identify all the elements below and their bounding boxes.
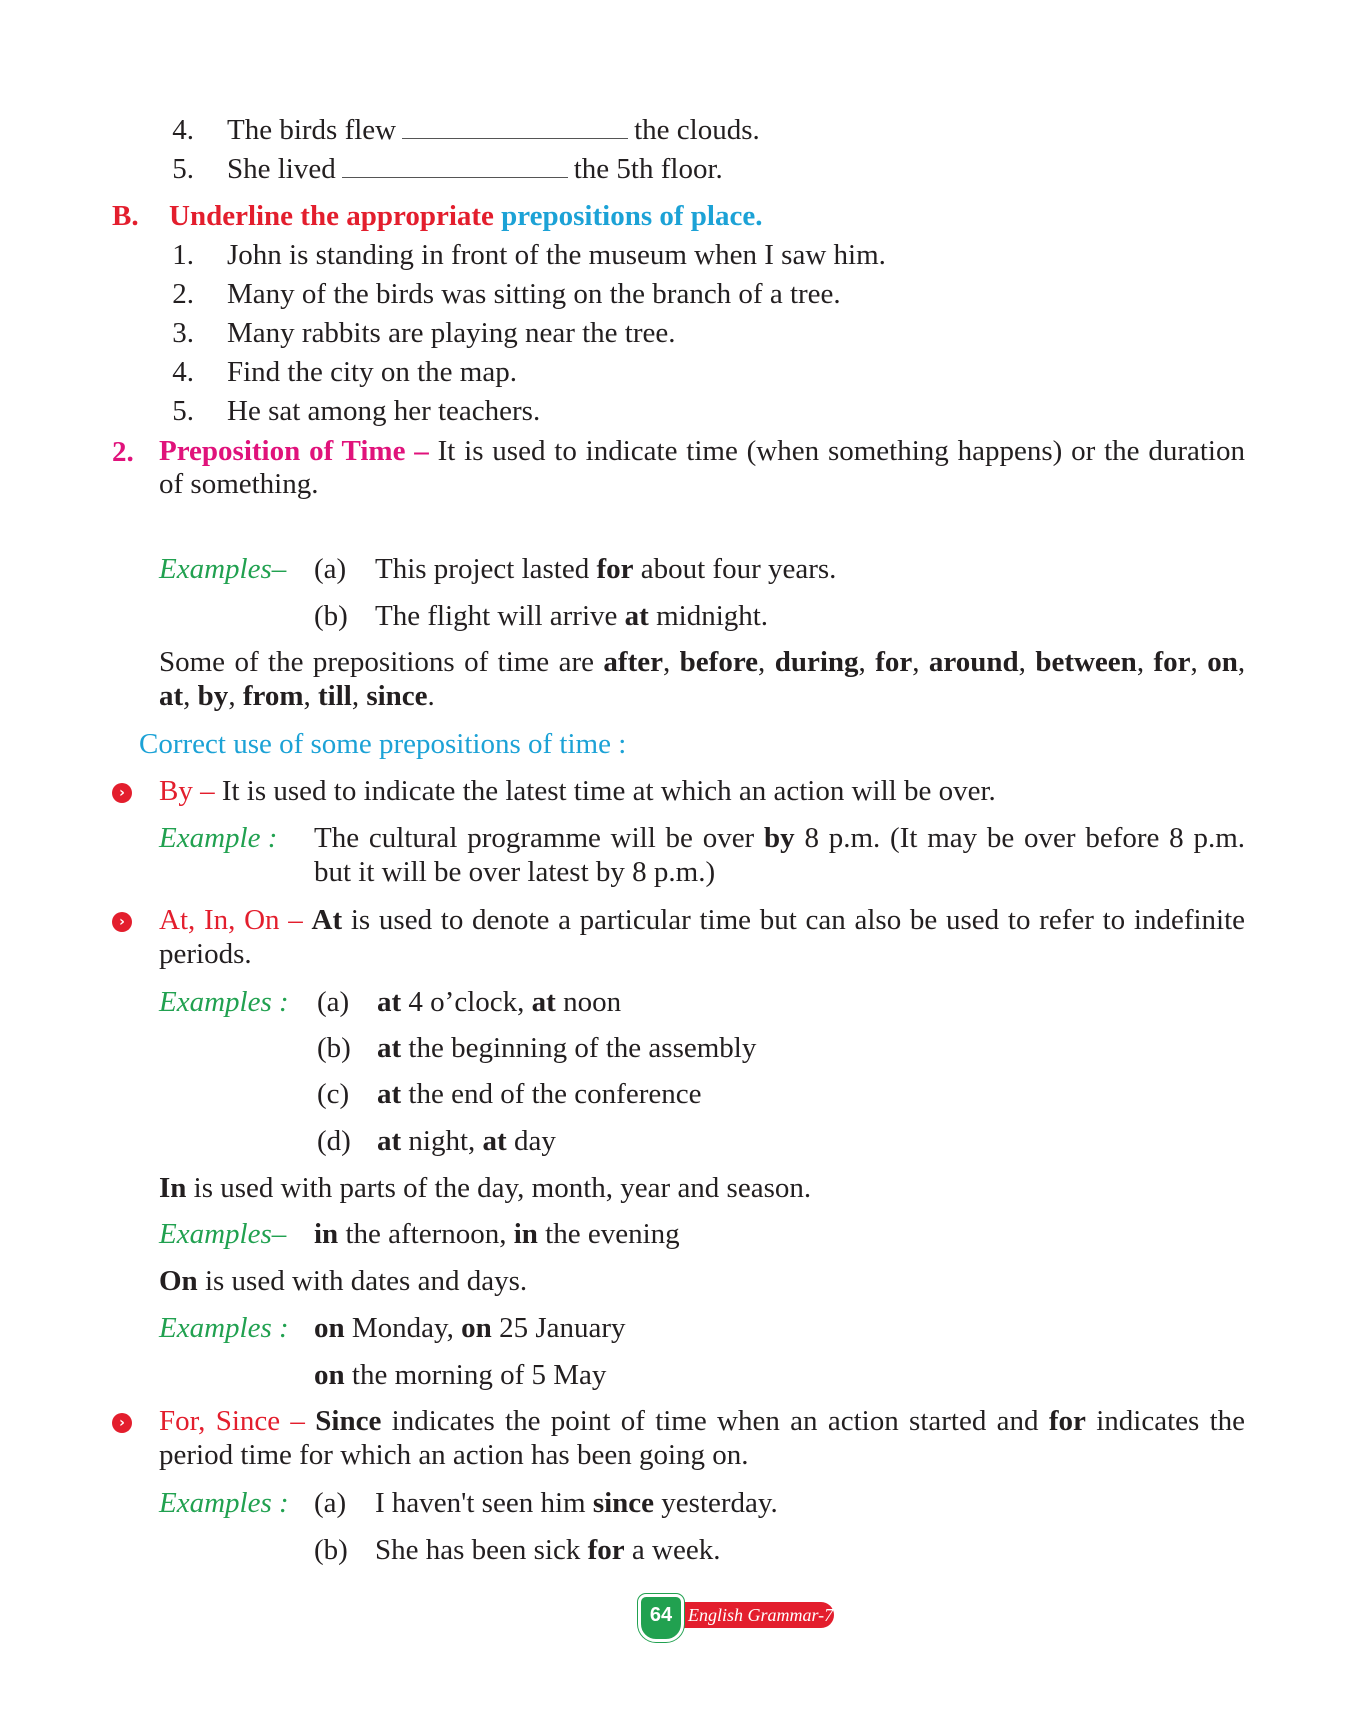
example-text: at the beginning of the assembly (377, 1032, 757, 1064)
example-letter: (a) (314, 1487, 347, 1519)
bullet-icon: › (112, 1413, 132, 1433)
section-b-heading (112, 199, 763, 234)
example-letter: (a) (314, 553, 347, 585)
by-example: The cultural programme will be over by 8 p.m. (It may be over before 8 p.m. but it will be over latest by 8 p.m.) (314, 822, 1246, 888)
item-text-after: the 5th floor. (573, 153, 723, 185)
in-examples: in the afternoon, in the evening (314, 1218, 680, 1250)
section-b-instruction: Underline the appropriate prepositions of place. (169, 200, 763, 232)
item-text: Many rabbits are playing near the tree. (227, 317, 676, 349)
item-number: 4. (172, 356, 194, 388)
section-2-title: Preposition of Time – (159, 435, 429, 467)
section-2-paragraph (159, 435, 1245, 501)
bullet-icon: › (112, 783, 132, 803)
page-number: 64 (649, 1604, 673, 1626)
example-letter: (d) (317, 1125, 351, 1157)
examples-label: Examples : (159, 1312, 289, 1344)
on-rule: On is used with dates and days. (159, 1265, 528, 1297)
item-number: 5. (172, 395, 194, 427)
answer-blank[interactable] (342, 153, 568, 178)
examples-label: Examples : (159, 986, 289, 1018)
item-text: Many of the birds was sitting on the branch of a tree. (227, 278, 841, 310)
answer-blank[interactable] (402, 114, 628, 139)
item-number: 2. (172, 278, 194, 310)
example-text: at 4 o’clock, at noon (377, 986, 622, 1018)
section-b-label: B. (112, 200, 139, 232)
item-text: Find the city on the map. (227, 356, 517, 388)
section-2-description: It is used to indicate time (when something happens) or the duration of something. (159, 435, 1245, 500)
item-number: 1. (172, 239, 194, 271)
example-letter: (b) (317, 1032, 351, 1064)
item-text: John is standing in front of the museum when I saw him. (227, 239, 886, 271)
for-since-paragraph: For, Since – Since indicates the point of time when an action started and for indicates the period time for which an action has been going on. (159, 1405, 1246, 1471)
example-label: Example : (159, 822, 278, 854)
item-number: 3. (172, 317, 194, 349)
example-text: I haven't seen him since yesterday. (375, 1487, 778, 1519)
section-2-number: 2. (112, 436, 134, 468)
on-example-2: on the morning of 5 May (314, 1359, 607, 1391)
example-letter: (b) (314, 1534, 348, 1566)
on-example-1: on Monday, on 25 January (314, 1312, 626, 1344)
item-text-after: the clouds. (634, 114, 760, 146)
example-letter: (c) (317, 1078, 350, 1110)
examples-label: Examples– (159, 1218, 287, 1250)
by-paragraph: By – It is used to indicate the latest time at which an action will be over. (159, 775, 996, 807)
examples-label: Examples : (159, 1487, 289, 1519)
example-text: at the end of the conference (377, 1078, 702, 1110)
examples-label: Examples– (159, 553, 287, 585)
example-letter: (b) (314, 600, 348, 632)
subheading: Correct use of some prepositions of time : (139, 728, 627, 760)
in-rule: In is used with parts of the day, month, year and season. (159, 1172, 812, 1204)
example-letter: (a) (317, 986, 350, 1018)
item-text-before: The birds flew (227, 114, 397, 146)
page-footer (636, 1592, 841, 1636)
prepositions-of-time-list: Some of the prepositions of time are after, before, during, for, around, between, for, on, at, by, from, till, since. (159, 646, 1246, 712)
at-in-on-paragraph: At, In, On – At is used to denote a particular time but can also be used to refer to indefinite periods. (159, 904, 1246, 970)
example-text: at night, at day (377, 1125, 556, 1157)
example-text: This project lasted for about four years. (375, 553, 837, 585)
item-text-before: She lived (227, 153, 336, 185)
example-text: She has been sick for a week. (375, 1534, 721, 1566)
bullet-icon: › (112, 912, 132, 932)
item-number: 4. (172, 114, 194, 146)
book-title: English Grammar-7 (688, 1605, 834, 1625)
example-text: The flight will arrive at midnight. (375, 600, 769, 632)
item-text: He sat among her teachers. (227, 395, 541, 427)
item-number: 5. (172, 153, 194, 185)
